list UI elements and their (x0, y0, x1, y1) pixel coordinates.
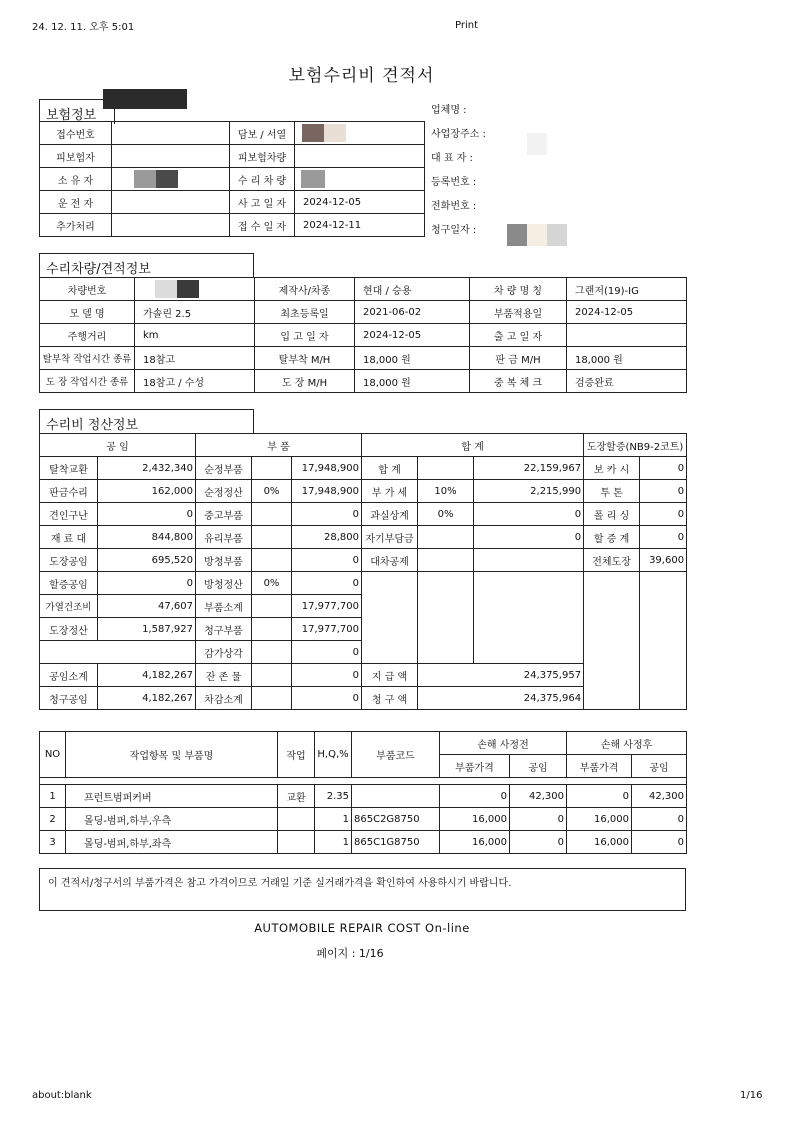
cell-hq: 2.35 (315, 785, 352, 808)
header-labor: 공 임 (40, 434, 196, 457)
total-label: 과실상계 (362, 503, 418, 526)
table-row (40, 191, 425, 214)
value-driver (112, 191, 230, 214)
value-sheet-mh: 18,000 원 (567, 347, 687, 370)
label-receipt-no: 접수번호 (40, 122, 112, 145)
value-parts-date: 2024-12-05 (567, 301, 687, 324)
labor-value: 162,000 (98, 480, 196, 503)
label-paint-mh: 도 장 M/H (255, 370, 355, 393)
cell-after-price: 0 (567, 785, 632, 808)
cell-code: 865C1G8750 (352, 831, 440, 854)
parts-rate (252, 618, 292, 641)
label-accident-date: 사 고 일 자 (230, 191, 295, 214)
value-repair-vehicle (295, 168, 425, 191)
table-row (40, 278, 687, 301)
parts-value: 17,948,900 (292, 457, 362, 480)
labor-value: 2,432,340 (98, 457, 196, 480)
empty-cell (584, 572, 640, 710)
total-rate (418, 526, 474, 549)
insurance-table (39, 99, 425, 237)
vehicle-table (39, 277, 687, 393)
parts-rate (252, 503, 292, 526)
parts-label: 부품소계 (196, 595, 252, 618)
parts-value: 17,977,700 (292, 618, 362, 641)
parts-rate (252, 687, 292, 710)
parts-value: 0 (292, 687, 362, 710)
cell-before-price: 16,000 (440, 831, 510, 854)
table-row (40, 503, 687, 526)
cell-code (352, 785, 440, 808)
label-duplicate-check: 중 복 체 크 (470, 370, 567, 393)
value-duplicate-check: 검증완료 (567, 370, 687, 393)
labor-label: 탈착교환 (40, 457, 98, 480)
table-row (40, 526, 687, 549)
labor-label: 견인구난 (40, 503, 98, 526)
total-value: 22,159,967 (474, 457, 584, 480)
parts-label: 감가상각 (196, 641, 252, 664)
table-row (40, 808, 687, 831)
total-rate: 0% (418, 503, 474, 526)
table-row (40, 785, 687, 808)
parts-rate (252, 526, 292, 549)
total-value: 0 (474, 503, 584, 526)
header-after-labor: 공임 (632, 755, 687, 778)
table-row (40, 145, 425, 168)
header-total: 합 계 (362, 434, 584, 457)
total-label: 자기부담금 (362, 526, 418, 549)
table-row (40, 301, 687, 324)
total-value: 0 (474, 526, 584, 549)
header-no: NO (40, 732, 66, 778)
parts-value: 0 (292, 572, 362, 595)
header-before-adjust: 손해 사정전 (440, 732, 567, 755)
cell-after-labor: 0 (632, 808, 687, 831)
redaction-block (527, 133, 547, 155)
pay-label: 지 급 액 (362, 664, 418, 687)
paint-value: 0 (640, 503, 687, 526)
notice-box (39, 868, 686, 911)
labor-label: 할증공임 (40, 572, 98, 595)
label-business-address: 사업장주소 : (431, 129, 486, 140)
print-title: Print (455, 20, 479, 31)
table-row (40, 434, 687, 457)
cell-work (278, 808, 315, 831)
items-table (39, 731, 687, 854)
label-in-date: 입 고 일 자 (255, 324, 355, 347)
settlement-section-title: 수리비 정산정보 (39, 409, 254, 433)
total-rate (418, 457, 474, 480)
value-in-date: 2024-12-05 (355, 324, 470, 347)
table-row (40, 732, 687, 755)
label-representative: 대 표 자 : (431, 153, 473, 164)
label-insured-vehicle: 피보험차량 (230, 145, 295, 168)
labor-label: 도장공임 (40, 549, 98, 572)
cell-hq: 1 (315, 831, 352, 854)
cell-code: 865C2G8750 (352, 808, 440, 831)
cell-no: 3 (40, 831, 66, 854)
value-insured (112, 145, 230, 168)
labor-value: 1,587,927 (98, 618, 196, 641)
cell-before-price: 16,000 (440, 808, 510, 831)
paint-value: 0 (640, 457, 687, 480)
value-maker: 현대 / 승용 (355, 278, 470, 301)
header-before-labor: 공임 (510, 755, 567, 778)
value-detach-mh: 18,000 원 (355, 347, 470, 370)
parts-label: 차감소계 (196, 687, 252, 710)
footer-page: 페이지 : 1/16 (316, 947, 384, 960)
labor-value: 0 (98, 572, 196, 595)
total-rate (418, 549, 474, 572)
value-additional (112, 214, 230, 237)
parts-label: 방청부품 (196, 549, 252, 572)
paint-label: 투 톤 (584, 480, 640, 503)
parts-label: 중고부품 (196, 503, 252, 526)
labor-label: 가열건조비 (40, 595, 98, 618)
value-insured-vehicle (295, 145, 425, 168)
label-first-registration: 최초등록일 (255, 301, 355, 324)
paint-value: 0 (640, 526, 687, 549)
value-receipt-date: 2024-12-11 (295, 214, 425, 237)
total-label: 부 가 세 (362, 480, 418, 503)
label-paint-time: 도 장 작업시간 종류 (40, 370, 135, 393)
parts-rate (252, 664, 292, 687)
labor-label: 재 료 대 (40, 526, 98, 549)
table-row (40, 572, 687, 595)
cell-after-price: 16,000 (567, 831, 632, 854)
table-row (40, 347, 687, 370)
table-row (40, 480, 687, 503)
value-vehicle-name: 그랜저(19)-IG (567, 278, 687, 301)
cell-hq: 1 (315, 808, 352, 831)
print-datetime: 24. 12. 11. 오후 5:01 (32, 22, 135, 33)
parts-value: 0 (292, 503, 362, 526)
settlement-table (39, 433, 687, 710)
label-phone: 전화번호 : (431, 201, 477, 212)
labor-value: 844,800 (98, 526, 196, 549)
cell-after-labor: 42,300 (632, 785, 687, 808)
cell-before-labor: 0 (510, 808, 567, 831)
label-additional: 추가처리 (40, 214, 112, 237)
cell-after-price: 16,000 (567, 808, 632, 831)
value-receipt-no (112, 122, 230, 145)
header-hq: H,Q,% (315, 732, 352, 778)
header-part-code: 부품코드 (352, 732, 440, 778)
parts-rate: 0% (252, 572, 292, 595)
cell-no: 1 (40, 785, 66, 808)
header-after-price: 부품가격 (567, 755, 632, 778)
parts-rate (252, 457, 292, 480)
parts-label: 순정부품 (196, 457, 252, 480)
parts-label: 잔 존 물 (196, 664, 252, 687)
table-row (40, 324, 687, 347)
labor-label: 청구공임 (40, 687, 98, 710)
label-registration-no: 등록번호 : (431, 177, 477, 188)
cell-no: 2 (40, 808, 66, 831)
value-model: 가솔린 2.5 (135, 301, 255, 324)
print-footer-page: 1/16 (740, 1090, 763, 1101)
table-row (40, 168, 425, 191)
parts-rate (252, 549, 292, 572)
table-row (40, 122, 425, 145)
spacer (40, 778, 687, 785)
paint-label: 할 증 계 (584, 526, 640, 549)
parts-label: 청구부품 (196, 618, 252, 641)
cell-name: 프런트범퍼커버 (66, 785, 278, 808)
label-owner: 소 유 자 (40, 168, 112, 191)
cell-after-labor: 0 (632, 831, 687, 854)
redaction-claim-date (507, 224, 567, 246)
cell-name: 몰딩-범퍼,하부,우측 (66, 808, 278, 831)
value-owner (112, 168, 230, 191)
paint-label: 보 카 시 (584, 457, 640, 480)
empty-cell (640, 572, 687, 710)
label-out-date: 출 고 일 자 (470, 324, 567, 347)
cell-before-labor: 0 (510, 831, 567, 854)
cell-before-price: 0 (440, 785, 510, 808)
header-parts: 부 품 (196, 434, 362, 457)
label-model: 모 델 명 (40, 301, 135, 324)
parts-value: 0 (292, 641, 362, 664)
empty-cell (474, 572, 584, 664)
document-title: 보험수리비 견적서 (288, 66, 435, 86)
parts-value: 0 (292, 549, 362, 572)
table-row (40, 831, 687, 854)
empty-cell (362, 572, 418, 664)
total-label: 합 계 (362, 457, 418, 480)
total-rate: 10% (418, 480, 474, 503)
label-driver: 운 전 자 (40, 191, 112, 214)
labor-empty (40, 641, 196, 664)
parts-rate (252, 641, 292, 664)
pay-value: 24,375,957 (418, 664, 584, 687)
paint-label: 폴 리 싱 (584, 503, 640, 526)
footer-brand: AUTOMOBILE REPAIR COST On-line (254, 921, 470, 935)
label-sheet-mh: 판 금 M/H (470, 347, 567, 370)
labor-value: 0 (98, 503, 196, 526)
parts-label: 유리부품 (196, 526, 252, 549)
value-detach-time: 18참고 (135, 347, 255, 370)
header-work: 작업 (278, 732, 315, 778)
labor-value: 47,607 (98, 595, 196, 618)
table-row (40, 214, 425, 237)
parts-rate (252, 595, 292, 618)
total-label: 대차공제 (362, 549, 418, 572)
value-mileage: km (135, 324, 255, 347)
header-paint-surcharge: 도장할증(NB9-2코트) (584, 434, 687, 457)
table-row (40, 370, 687, 393)
label-detach-mh: 탈부착 M/H (255, 347, 355, 370)
labor-value: 695,520 (98, 549, 196, 572)
labor-label: 도장정산 (40, 618, 98, 641)
value-out-date (567, 324, 687, 347)
header-item-name: 작업항목 및 부품명 (66, 732, 278, 778)
cell-before-labor: 42,300 (510, 785, 567, 808)
parts-label: 방청정산 (196, 572, 252, 595)
notice-text: 이 견적서/청구서의 부품가격은 참고 가격이므로 거래일 기준 실거래가격을 확인하여 사용하시기 바랍니다. (48, 878, 512, 889)
label-maker: 제작사/차종 (255, 278, 355, 301)
parts-value: 17,948,900 (292, 480, 362, 503)
label-company-name: 업체명 : (431, 105, 467, 116)
cell-work: 교환 (278, 785, 315, 808)
paint-value: 39,600 (640, 549, 687, 572)
labor-label: 판금수리 (40, 480, 98, 503)
parts-value: 17,977,700 (292, 595, 362, 618)
labor-label: 공임소계 (40, 664, 98, 687)
label-mileage: 주행거리 (40, 324, 135, 347)
labor-value: 4,182,267 (98, 687, 196, 710)
parts-value: 28,800 (292, 526, 362, 549)
value-paint-mh: 18,000 원 (355, 370, 470, 393)
value-accident-date: 2024-12-05 (295, 191, 425, 214)
value-first-registration: 2021-06-02 (355, 301, 470, 324)
insurance-section-title: 보험정보 (39, 99, 115, 124)
cell-name: 몰딩-범퍼,하부,좌측 (66, 831, 278, 854)
value-vehicle-no (135, 278, 255, 301)
label-vehicle-name: 차 량 명 칭 (470, 278, 567, 301)
paint-value: 0 (640, 480, 687, 503)
parts-value: 0 (292, 664, 362, 687)
header-after-adjust: 손해 사정후 (567, 732, 687, 755)
label-claim-date: 청구일자 : (431, 225, 477, 236)
paint-label: 전체도장 (584, 549, 640, 572)
total-value (474, 549, 584, 572)
print-footer-url[interactable]: about:blank (32, 1090, 92, 1101)
cell-work (278, 831, 315, 854)
table-row (40, 457, 687, 480)
labor-value: 4,182,267 (98, 664, 196, 687)
total-value: 2,215,990 (474, 480, 584, 503)
label-parts-date: 부품적용일 (470, 301, 567, 324)
vehicle-section-title: 수리차량/견적정보 (39, 253, 254, 277)
company-info (431, 106, 486, 250)
value-paint-time: 18참고 / 수성 (135, 370, 255, 393)
label-insured: 피보험자 (40, 145, 112, 168)
header-before-price: 부품가격 (440, 755, 510, 778)
claim-value: 24,375,964 (418, 687, 584, 710)
parts-label: 순정정산 (196, 480, 252, 503)
claim-label: 청 구 액 (362, 687, 418, 710)
label-repair-vehicle: 수 리 차 량 (230, 168, 295, 191)
label-coverage: 담보 / 서열 (230, 122, 295, 145)
empty-cell (418, 572, 474, 664)
table-row (40, 549, 687, 572)
label-receipt-date: 접 수 일 자 (230, 214, 295, 237)
label-detach-time: 탈부착 작업시간 종류 (40, 347, 135, 370)
parts-rate: 0% (252, 480, 292, 503)
value-coverage (295, 122, 425, 145)
label-vehicle-no: 차량번호 (40, 278, 135, 301)
